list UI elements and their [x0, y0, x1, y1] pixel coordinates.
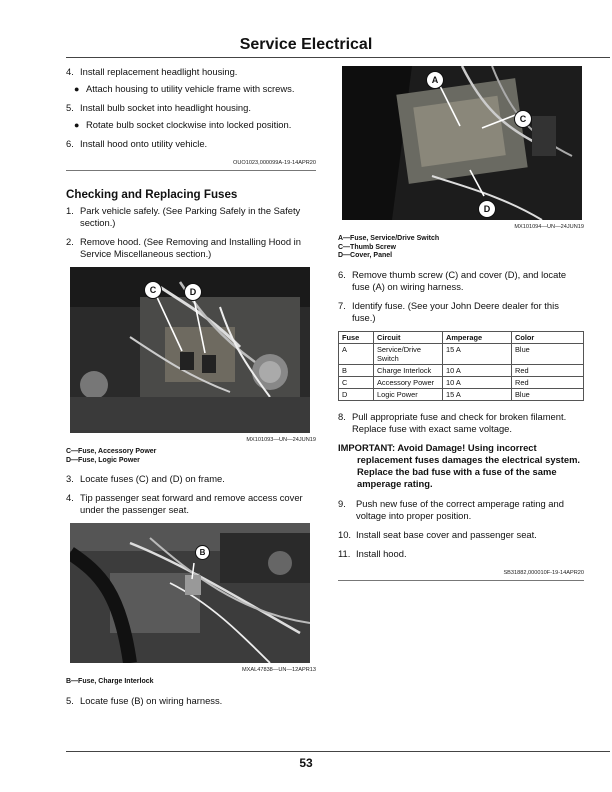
caption-line: A—Fuse, Service/Drive Switch	[338, 235, 440, 242]
fuse-photo-c-d	[70, 267, 310, 433]
callout-a: A	[426, 71, 444, 89]
title-rule	[66, 57, 610, 58]
bullet-item	[74, 83, 316, 95]
left-column	[66, 66, 316, 714]
table-header-row	[339, 331, 584, 343]
column-header: Circuit	[374, 331, 443, 343]
step	[338, 529, 584, 541]
important-lead: IMPORTANT: Avoid Damage! Using incorrect	[338, 441, 537, 453]
step	[66, 492, 316, 516]
column-header: Amperage	[443, 331, 512, 343]
step-number: 11.	[338, 547, 351, 559]
table-cell: 15 A	[443, 343, 512, 364]
step-number: 6.	[338, 268, 346, 280]
bullet-icon: ●	[74, 84, 80, 94]
caption-line: C—Thumb Screw	[338, 243, 396, 251]
bullet-text: Attach housing to utility vehicle frame with screws.	[86, 83, 295, 94]
bullet-icon: ●	[74, 120, 80, 130]
callout-d: D	[478, 200, 496, 218]
fuse-table	[338, 331, 584, 401]
caption-line: D—Cover, Panel	[338, 252, 393, 259]
table-row	[339, 364, 584, 376]
reference-code: SB31882,000010F-19-14APR20	[338, 567, 584, 581]
step-number: 6.	[66, 138, 74, 149]
step	[66, 138, 316, 150]
callout-b: B	[195, 545, 210, 560]
callout-d: D	[184, 283, 202, 301]
step-number: 1.	[66, 205, 74, 216]
step	[66, 236, 316, 260]
table-row	[339, 388, 584, 400]
step-text: Locate fuse (B) on wiring harness.	[80, 694, 223, 706]
caption-line: D—Fuse, Logic Power	[66, 456, 140, 464]
figure-caption	[66, 448, 316, 465]
footer-rule	[66, 751, 610, 752]
step	[66, 473, 316, 485]
step-text: Install seat base cover and passenger seat.	[356, 528, 537, 540]
table-cell: Logic Power	[374, 388, 443, 400]
step-text: Tip passenger seat forward and remove access cover under the passenger seat.	[80, 492, 303, 515]
table-cell: Accessory Power	[374, 376, 443, 388]
table-cell: Blue	[512, 388, 584, 400]
page-title: Service Electrical	[239, 36, 373, 53]
step-number: 5.	[66, 694, 74, 706]
figure-code: MX101094—UN—24JUN19	[514, 224, 584, 230]
right-column	[338, 66, 584, 585]
step-number: 2.	[66, 236, 74, 247]
figure-code: MXAL47838—UN—12APR13	[242, 667, 316, 673]
fuse-photo-b	[70, 523, 310, 663]
step-number: 3.	[66, 473, 74, 484]
step-number: 4.	[66, 492, 74, 503]
step-text: Park vehicle safely. (See Parking Safely in the Safety section.)	[80, 205, 301, 228]
table-cell: 10 A	[443, 376, 512, 388]
step-number: 8.	[338, 410, 346, 422]
step-text: Install bulb socket into headlight housing.	[80, 102, 251, 113]
step-text: Install hood onto utility vehicle.	[80, 138, 208, 149]
table-cell: D	[339, 388, 374, 400]
step	[338, 411, 584, 435]
table-row	[339, 343, 584, 364]
figure-caption	[338, 235, 584, 261]
callout-c: C	[514, 110, 532, 128]
callout-c: C	[144, 281, 162, 299]
table-cell: C	[339, 376, 374, 388]
table-cell: Red	[512, 376, 584, 388]
column-header: Fuse	[339, 331, 374, 343]
figure-code: MX101093—UN—24JUN19	[246, 437, 316, 443]
step	[338, 300, 584, 324]
step	[338, 269, 584, 293]
step-text: Remove hood. (See Removing and Installing Hood in Service Miscellaneous section.)	[80, 236, 301, 259]
bullet-text: Rotate bulb socket clockwise into locked position.	[86, 119, 292, 130]
step-number: 7.	[338, 299, 346, 311]
table-cell: B	[339, 364, 374, 376]
fuse-photo-a	[342, 66, 582, 220]
step	[66, 695, 316, 707]
step-text: Install replacement headlight housing.	[80, 66, 238, 77]
table-cell: Blue	[512, 343, 584, 364]
step-text: Locate fuses (C) and (D) on frame.	[80, 473, 225, 484]
important-text: replacement fuses damages the electrical system. Replace the bad fuse with a fuse of the same amperage rating.	[357, 453, 581, 489]
step-number: 10.	[338, 528, 352, 540]
table-cell: Red	[512, 364, 584, 376]
step	[66, 66, 316, 78]
step-text: Remove thumb screw (C) and cover (D), and locate fuse (A) on wiring harness.	[352, 268, 567, 292]
page-number: 53	[299, 756, 313, 770]
table-cell: Service/Drive Switch	[374, 343, 443, 364]
step-number: 5.	[66, 102, 74, 113]
step-text: Pull appropriate fuse and check for broken filament. Replace fuse with exact same voltage.	[352, 410, 567, 434]
figure-caption	[66, 678, 316, 687]
step-text: Identify fuse. (See your John Deere dealer for this fuse.)	[352, 299, 559, 323]
caption-line: B—Fuse, Charge Interlock	[66, 678, 154, 685]
step	[338, 548, 584, 560]
step	[66, 102, 316, 114]
step	[338, 498, 584, 522]
section-heading: Checking and Replacing Fuses	[66, 188, 238, 201]
step-text: Install hood.	[356, 547, 407, 559]
bullet-item	[74, 119, 316, 131]
table-cell: 10 A	[443, 364, 512, 376]
reference-code: OUO1023,000099A-19-14APR20	[66, 157, 316, 171]
step-number: 4.	[66, 66, 74, 77]
table-cell: Charge Interlock	[374, 364, 443, 376]
table-cell: 15 A	[443, 388, 512, 400]
step-number: 9.	[338, 497, 346, 509]
column-header: Color	[512, 331, 584, 343]
step	[66, 205, 316, 229]
important-notice	[338, 442, 584, 490]
caption-line: C—Fuse, Accessory Power	[66, 448, 157, 455]
table-cell: A	[339, 343, 374, 364]
step-text: Push new fuse of the correct amperage rating and voltage into proper position.	[356, 497, 564, 521]
table-row	[339, 376, 584, 388]
